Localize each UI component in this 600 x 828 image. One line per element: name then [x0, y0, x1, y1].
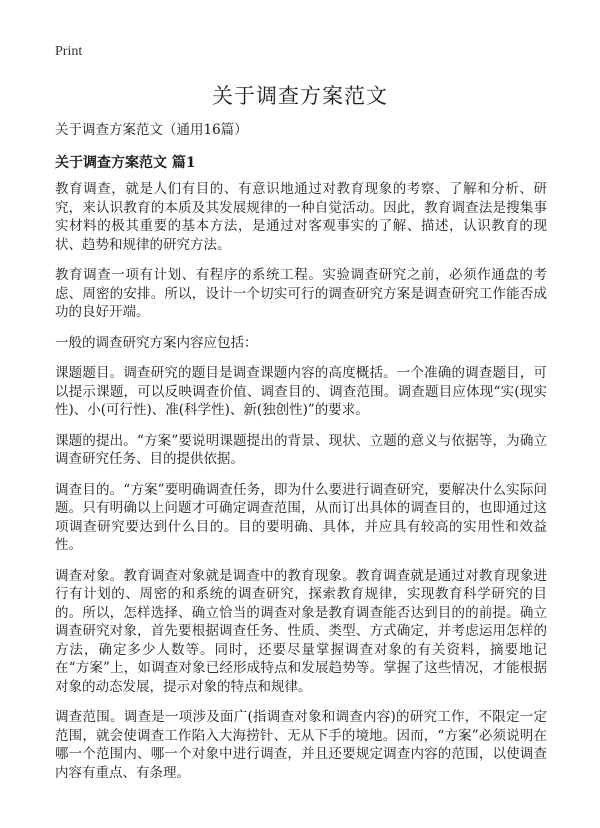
paragraph: 教育调查，就是人们有目的、有意识地通过对教育现象的考察、了解和分析、研究，来认识教育的本质及其发展规律的一种自觉活动。因此，教育调查法是搜集事实材料的极其重要的基本方法，是通过对客观事实的了解、描述，认识教育的现状、趋势和规律的研究方法。 — [55, 181, 547, 253]
print-link[interactable]: Print — [55, 44, 83, 59]
document-subtitle: 关于调查方案范文（通用16篇） — [55, 122, 248, 138]
section-heading: 关于调查方案范文 篇1 — [55, 155, 196, 171]
paragraph: 教育调查一项有计划、有程序的系统工程。实验调查研究之前，必须作通盘的考虑、周密的安排。所以，设计一个切实可行的调查研究方案是调查研究工作能否成功的良好开端。 — [55, 267, 547, 320]
paragraph: 课题的提出。“方案”要说明课题提出的背景、现状、立题的意义与依据等，为确立调查研究任务、目的提供依据。 — [55, 432, 547, 467]
article-body — [55, 180, 547, 794]
paragraph: 一般的调查研究方案内容应包括： — [55, 334, 258, 351]
paragraph: 课题题目。调查研究的题目是调查课题内容的高度概括。一个准确的调查题目，可以提示课题，可以反映调查价值、调查目的、调查范围。调查题目应体现“实(现实性)、小(可行性)、准(科学性)、新(独创性)”的要求。 — [55, 365, 547, 418]
paragraph: 调查对象。教育调查对象就是调查中的教育现象。教育调查就是通过对教育现象进行有计划的、周密的和系统的调查研究，探索教育规律，实现教育科学研究的目的。所以，怎样选择、确立恰当的调查对象是教育调查能否达到目的的前提。确立调查研究对象，首先要根据调查任务、性质、类型、方式确定，并考虑运用怎样的方法，确定多少人数等。同时，还要尽量掌握调查对象的有关资料，摘要地记在“方案”上，如调查对象已经形成特点和发展趋势等。掌握了这些情况，才能根据对象的动态发展，提示对象的特点和规律。 — [55, 567, 547, 695]
page-title: 关于调查方案范文 — [212, 84, 388, 108]
paragraph: 调查目的。“方案”要明确调查任务，即为什么要进行调查研究，要解决什么实际问题。只有明确以上问题才可确定调查范围，从而订出具体的调查目的，也即通过这项调查研究要达到什么目的。目的要明确、具体，并应具有较高的实用性和效益性。 — [55, 481, 547, 553]
paragraph: 调查范围。调查是一项涉及面广(指调查对象和调查内容)的研究工作，不限定一定范围，就会使调查工作陷入大海捞针、无从下手的境地。因而，“方案”必须说明在哪一个范围内、哪一个对象中进行调查，并且还要规定调查内容的范围，以使调查内容有重点、有条理。 — [55, 709, 547, 781]
